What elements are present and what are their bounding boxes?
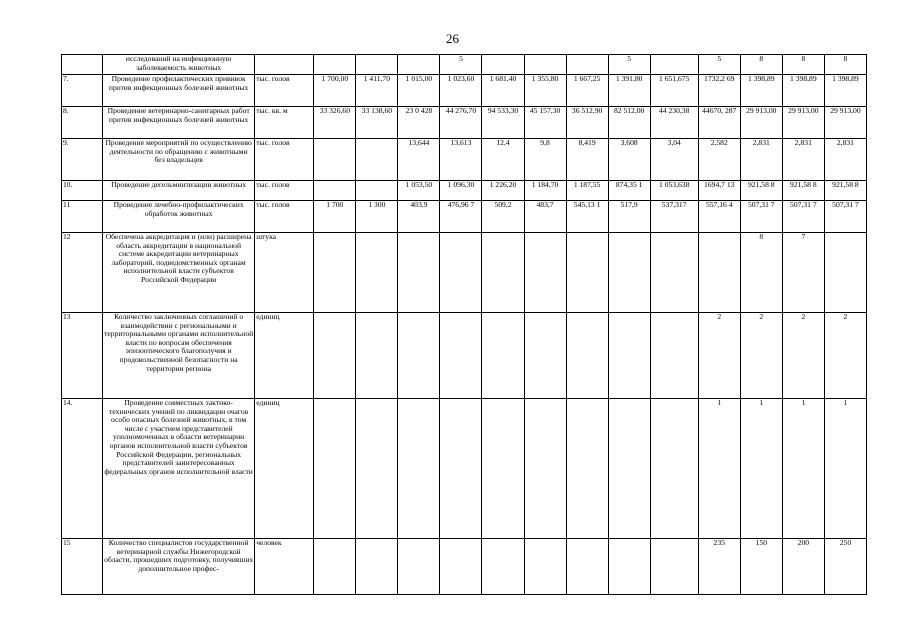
value-cell (698, 233, 740, 313)
value-cell: 1 226,20 (482, 181, 524, 201)
value-cell: 507,31 7 (824, 201, 866, 233)
value-cell (314, 233, 356, 313)
value-cell: 2 (740, 313, 782, 399)
value-cell: 1 184,70 (524, 181, 566, 201)
value-cell: 3,04 (650, 139, 698, 181)
value-cell: 36 512,90 (566, 107, 608, 139)
value-cell (608, 399, 650, 539)
unit-cell: человек (255, 539, 314, 595)
value-cell: 94 533,30 (482, 107, 524, 139)
value-cell (824, 233, 866, 313)
value-cell (482, 539, 524, 595)
indicator-name-cell: Проведение ветеринарно-санитарных работ против инфекционных болезней животных (103, 107, 255, 139)
unit-cell: тыс. голов (255, 201, 314, 233)
value-cell: 2,582 (698, 139, 740, 181)
value-cell: 2,831 (740, 139, 782, 181)
value-cell (398, 399, 440, 539)
value-cell: 150 (740, 539, 782, 595)
value-cell: 1694,7 13 (698, 181, 740, 201)
value-cell (482, 233, 524, 313)
value-cell: 1 (782, 399, 824, 539)
unit-cell: единиц (255, 313, 314, 399)
value-cell: 33 138,60 (356, 107, 398, 139)
indicator-name-cell: Количество заключенных соглашений о взаимодействии с региональными и территориальными органами исполнительной власти по вопросам обеспечения эпизоотического благополучия и продовольственной безопасности на территории региона (103, 313, 255, 399)
value-cell: 1 398,89 (782, 75, 824, 107)
row-number-cell: 13 (62, 313, 103, 399)
value-cell: 545,13 1 (566, 201, 608, 233)
value-cell: 9,8 (524, 139, 566, 181)
value-cell: 476,96 7 (440, 201, 482, 233)
value-cell: 33 326,60 (314, 107, 356, 139)
value-cell: 1 681,40 (482, 75, 524, 107)
value-cell: 507,31 7 (782, 201, 824, 233)
value-cell: 1 398,89 (740, 75, 782, 107)
value-cell: 1 023,60 (440, 75, 482, 107)
unit-cell: единиц (255, 399, 314, 539)
value-cell (356, 399, 398, 539)
value-cell: 509,2 (482, 201, 524, 233)
value-cell (608, 233, 650, 313)
value-cell: 8 (740, 233, 782, 313)
indicator-name-cell: Количество специалистов государственной ветеринарной службы Нижегородской области, прошедших подготовку, получивших дополнительное профес- (103, 539, 255, 595)
value-cell: 29 913,00 (782, 107, 824, 139)
value-cell: 5 (608, 55, 650, 75)
value-cell: 44 276,70 (440, 107, 482, 139)
value-cell (650, 539, 698, 595)
unit-cell: тыс. голов (255, 181, 314, 201)
value-cell: 3,608 (608, 139, 650, 181)
value-cell (314, 539, 356, 595)
table-row (62, 313, 867, 399)
value-cell (650, 233, 698, 313)
value-cell: 8,419 (566, 139, 608, 181)
value-cell: 2 (782, 313, 824, 399)
table-row (62, 201, 867, 233)
value-cell (482, 55, 524, 75)
value-cell: 1 398,89 (824, 75, 866, 107)
value-cell (566, 55, 608, 75)
value-cell (566, 313, 608, 399)
value-cell: 250 (824, 539, 866, 595)
indicator-name-cell: Проведение профилактических прививок против инфекционных болезней животных (103, 75, 255, 107)
row-number-cell: 9. (62, 139, 103, 181)
value-cell (314, 55, 356, 75)
value-cell: 1 300 (356, 201, 398, 233)
value-cell: 29 913,00 (824, 107, 866, 139)
value-cell: 2 (824, 313, 866, 399)
value-cell (314, 181, 356, 201)
value-cell: 1 (740, 399, 782, 539)
table-row (62, 139, 867, 181)
value-cell (524, 399, 566, 539)
value-cell (608, 539, 650, 595)
row-number-cell: 10. (62, 181, 103, 201)
value-cell (566, 399, 608, 539)
value-cell: 874,35 1 (608, 181, 650, 201)
value-cell: 7 (782, 233, 824, 313)
value-cell: 2 (698, 313, 740, 399)
row-number-cell: 8. (62, 107, 103, 139)
table-row (62, 539, 867, 595)
value-cell: 1 391,80 (608, 75, 650, 107)
value-cell (440, 313, 482, 399)
value-cell (356, 181, 398, 201)
indicator-name-cell: Обеспечена аккредитация и (или) расширена область аккредитации в национальной системе аккредитации ветеринарных лабораторий, подведомственных органам исполнительной власти субъектов Российской Федерации (103, 233, 255, 313)
unit-cell (255, 55, 314, 75)
value-cell (440, 233, 482, 313)
value-cell: 517,9 (608, 201, 650, 233)
value-cell: 13,613 (440, 139, 482, 181)
value-cell (608, 313, 650, 399)
indicators-table (61, 54, 867, 595)
table-row (62, 233, 867, 313)
value-cell: 921,58 8 (740, 181, 782, 201)
value-cell: 1 053,638 (650, 181, 698, 201)
value-cell (356, 233, 398, 313)
unit-cell: тыс. голов (255, 75, 314, 107)
value-cell: 82 512,00 (608, 107, 650, 139)
indicator-name-cell: исследований на инфекционную заболеваемость животных (103, 55, 255, 75)
indicator-name-cell: Проведение дегельминтизации животных (103, 181, 255, 201)
unit-cell: штука (255, 233, 314, 313)
value-cell (356, 139, 398, 181)
value-cell: 1 700 (314, 201, 356, 233)
value-cell: 45 157,30 (524, 107, 566, 139)
value-cell: 8 (782, 55, 824, 75)
value-cell: 13,644 (398, 139, 440, 181)
table-row (62, 107, 867, 139)
table-body (62, 55, 867, 595)
page-number: 26 (446, 31, 459, 46)
value-cell (314, 313, 356, 399)
value-cell: 1 187,55 (566, 181, 608, 201)
value-cell: 1 355,80 (524, 75, 566, 107)
value-cell (524, 233, 566, 313)
value-cell: 921,58 8 (824, 181, 866, 201)
value-cell: 1 651,675 (650, 75, 698, 107)
row-number-cell: 7. (62, 75, 103, 107)
value-cell: 200 (782, 539, 824, 595)
value-cell (440, 399, 482, 539)
value-cell (524, 539, 566, 595)
table-row (62, 75, 867, 107)
value-cell (356, 539, 398, 595)
value-cell (482, 399, 524, 539)
table-row (62, 181, 867, 201)
value-cell (356, 55, 398, 75)
value-cell: 403,9 (398, 201, 440, 233)
value-cell: 1 096,30 (440, 181, 482, 201)
value-cell: 12,4 (482, 139, 524, 181)
table-row (62, 55, 867, 75)
value-cell: 5 (440, 55, 482, 75)
value-cell: 8 (740, 55, 782, 75)
indicator-name-cell: Проведение совместных тактико-технических учений по ликвидации очагов особо опасных болезней животных, в том числе с участием представителей уполномоченных в области ветеринарии органов исполнительной власти субъектов Российской Федерации, региональных представителей заинтересованных федеральных органов исполнительной власти (103, 399, 255, 539)
row-number-cell: 11 (62, 201, 103, 233)
value-cell (398, 55, 440, 75)
value-cell: 1 700,00 (314, 75, 356, 107)
row-number-cell: 12 (62, 233, 103, 313)
value-cell (398, 539, 440, 595)
value-cell: 921,58 8 (782, 181, 824, 201)
value-cell (440, 539, 482, 595)
value-cell: 557,16 4 (698, 201, 740, 233)
value-cell: 1 667,25 (566, 75, 608, 107)
value-cell: 44670, 287 (698, 107, 740, 139)
value-cell: 507,31 7 (740, 201, 782, 233)
value-cell: 1 015,00 (398, 75, 440, 107)
value-cell (398, 233, 440, 313)
value-cell (566, 233, 608, 313)
value-cell: 44 230,38 (650, 107, 698, 139)
value-cell (566, 539, 608, 595)
value-cell: 23 0 428 (398, 107, 440, 139)
value-cell (314, 139, 356, 181)
value-cell (650, 55, 698, 75)
value-cell: 1 (698, 399, 740, 539)
value-cell: 1732,2 69 (698, 75, 740, 107)
value-cell: 2,831 (824, 139, 866, 181)
value-cell (650, 399, 698, 539)
value-cell (356, 313, 398, 399)
table-row (62, 399, 867, 539)
value-cell (524, 55, 566, 75)
row-number-cell: 14. (62, 399, 103, 539)
value-cell (650, 313, 698, 399)
value-cell: 1 053,50 (398, 181, 440, 201)
value-cell: 235 (698, 539, 740, 595)
value-cell: 1 (824, 399, 866, 539)
value-cell (482, 313, 524, 399)
indicator-name-cell: Проведение мероприятий по осуществлению деятельности по обращению с животными без владельцев (103, 139, 255, 181)
value-cell: 1 411,70 (356, 75, 398, 107)
value-cell: 5 (698, 55, 740, 75)
value-cell: 2,831 (782, 139, 824, 181)
value-cell: 537,317 (650, 201, 698, 233)
value-cell (314, 399, 356, 539)
value-cell: 8 (824, 55, 866, 75)
row-number-cell (62, 55, 103, 75)
unit-cell: тыс. кв. м (255, 107, 314, 139)
value-cell (524, 313, 566, 399)
unit-cell: тыс. голов (255, 139, 314, 181)
row-number-cell: 15 (62, 539, 103, 595)
value-cell: 29 913,00 (740, 107, 782, 139)
value-cell: 483,7 (524, 201, 566, 233)
value-cell (398, 313, 440, 399)
indicator-name-cell: Проведение лечебно-профилактических обработок животных (103, 201, 255, 233)
